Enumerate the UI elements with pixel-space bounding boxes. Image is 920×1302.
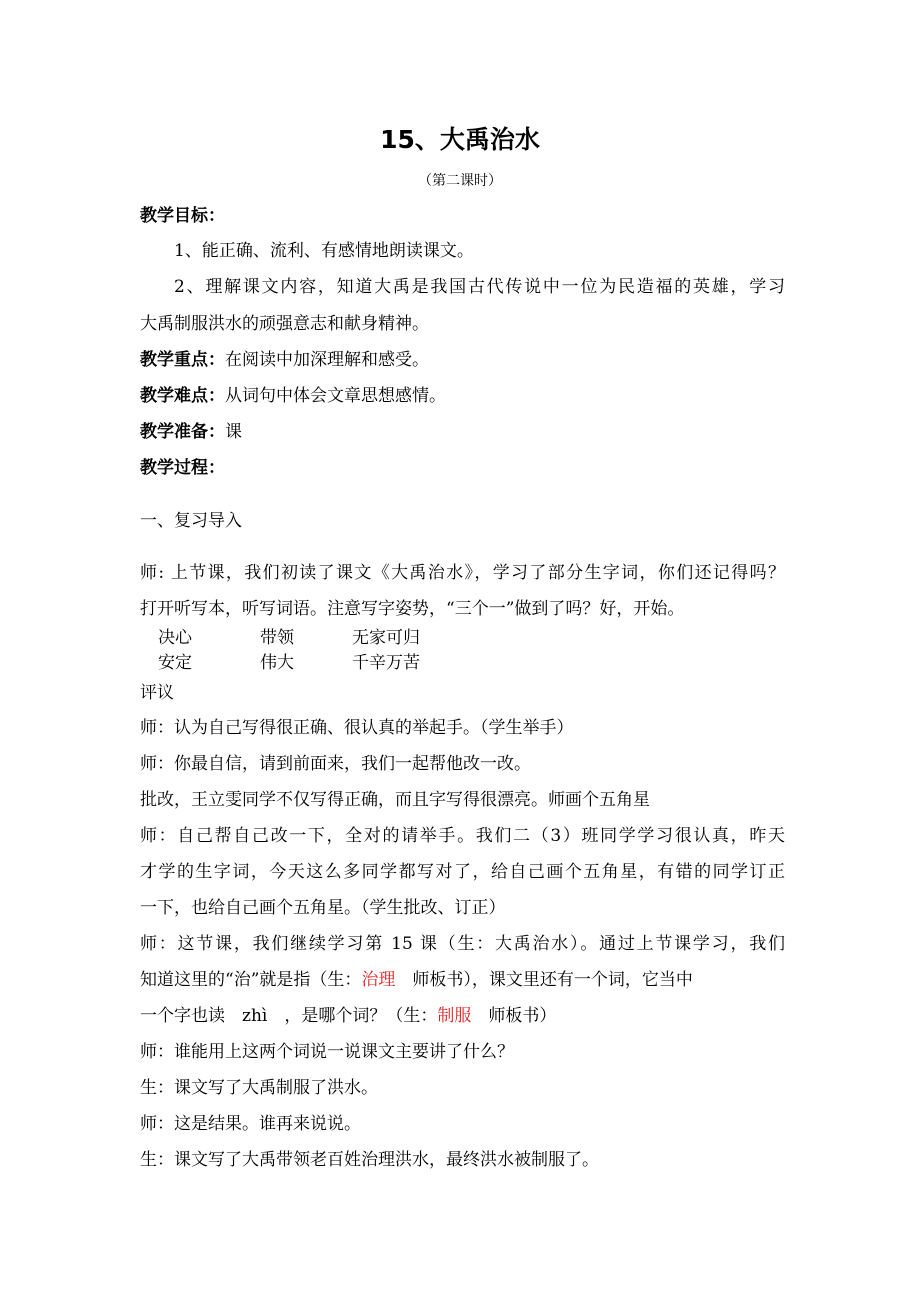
dialogue-9-post: 师板书） bbox=[471, 1006, 557, 1026]
process-label: 教学过程： bbox=[140, 458, 225, 478]
preparation-label: 教学准备： bbox=[140, 422, 225, 442]
dialogue-2: 师：你最自信，请到前面来，我们一起帮他改一改。 bbox=[140, 754, 531, 774]
dialogue-10: 师：谁能用上这两个词说一说课文主要讲了什么？ bbox=[140, 1042, 514, 1062]
review-label: 评议 bbox=[140, 683, 174, 703]
dialogue-6: 一下，也给自己画个五角星。（学生批改、订正） bbox=[140, 898, 506, 918]
word-2-2: 伟大 bbox=[260, 653, 294, 673]
objective-2-cont: 大禹制服洪水的顽强意志和献身精神。 bbox=[140, 314, 429, 334]
dialogue-4: 师：自己帮自己改一下，全对的请举手。我们二（3）班同学学习很认真，昨天 bbox=[140, 826, 785, 846]
dialogue-3: 批改，王立雯同学不仅写得正确，而且字写得很漂亮。师画个五角星 bbox=[140, 790, 650, 810]
dialogue-8 bbox=[140, 969, 785, 991]
objectives-label: 教学目标： bbox=[140, 206, 225, 226]
word-2-3: 千辛万苦 bbox=[352, 653, 420, 673]
key-point bbox=[140, 349, 785, 371]
dialogue-9 bbox=[140, 1005, 785, 1027]
word-1-1: 决心 bbox=[158, 628, 192, 648]
dialogue-1: 师：认为自己写得很正确、很认真的举起手。（学生举手） bbox=[140, 718, 574, 738]
preparation bbox=[140, 421, 785, 443]
subtitle: （第二课时） bbox=[418, 173, 502, 189]
dialogue-5: 才学的生字词，今天这么多同学都写对了，给自己画个五角星，有错的同学订正 bbox=[140, 862, 785, 882]
dialogue-13: 生：课文写了大禹带领老百姓治理洪水，最终洪水被制服了。 bbox=[140, 1150, 599, 1170]
preparation-text: 课 bbox=[225, 422, 242, 442]
dialogue-8-pre: 知道这里的“治”就是指（生： bbox=[140, 970, 362, 990]
page-title: 15、大禹治水 bbox=[380, 125, 540, 154]
difficulty-label: 教学难点： bbox=[140, 386, 225, 406]
para1-line1: 师: 上节课，我们初读了课文《大禹治水》，学习了部分生字词，你们还记得吗？ bbox=[140, 563, 785, 583]
key-point-label: 教学重点： bbox=[140, 350, 225, 370]
highlight-zhili: 治理 bbox=[361, 970, 396, 990]
objective-2: 2、理解课文内容，知道大禹是我国古代传说中一位为民造福的英雄，学习 bbox=[174, 277, 785, 297]
word-2-1: 安定 bbox=[158, 653, 192, 673]
word-1-2: 带领 bbox=[260, 628, 294, 648]
dialogue-12: 师：这是结果。谁再来说说。 bbox=[140, 1114, 361, 1134]
dialogue-7: 师：这节课，我们继续学习第 15 课（生：大禹治水）。通过上节课学习，我们 bbox=[140, 934, 785, 954]
dialogue-8-post: 师板书），课文里还有一个词，它当中 bbox=[395, 970, 693, 990]
section-heading: 一、复习导入 bbox=[140, 511, 242, 531]
key-point-text: 在阅读中加深理解和感受。 bbox=[225, 350, 429, 370]
difficulty-text: 从词句中体会文章思想感情。 bbox=[225, 386, 446, 406]
word-1-3: 无家可归 bbox=[352, 628, 420, 648]
dialogue-11: 生：课文写了大禹制服了洪水。 bbox=[140, 1078, 378, 1098]
difficulty bbox=[140, 385, 785, 407]
highlight-zhifu: 制服 bbox=[437, 1006, 472, 1026]
para1-line2: 打开听写本，听写词语。注意写字姿势，“三个一”做到了吗？好，开始。 bbox=[140, 599, 685, 619]
objective-1: 1、能正确、流利、有感情地朗读课文。 bbox=[174, 241, 474, 261]
dialogue-9-pre: 一个字也读 zhì ，是哪个词？（生： bbox=[140, 1006, 438, 1026]
